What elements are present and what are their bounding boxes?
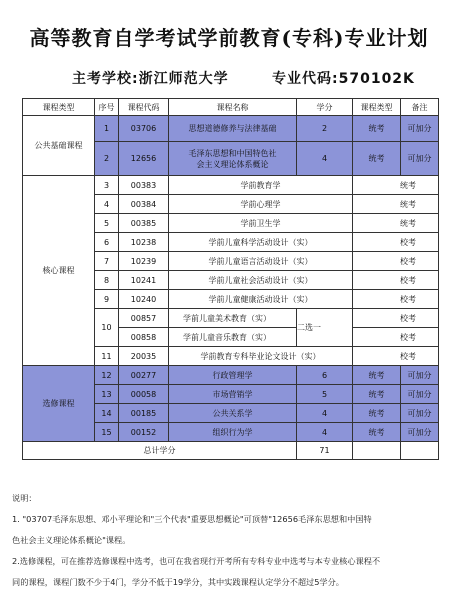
row-name: 学前卫生学 (169, 214, 353, 233)
row-credit: 6 (297, 366, 353, 385)
category-public: 公共基础课程 (23, 116, 95, 176)
row-type: 统考 (353, 423, 401, 442)
row-no: 10 (95, 309, 119, 347)
total-value: 71 (297, 442, 353, 460)
row-type: 统考 (353, 116, 401, 142)
row-no: 3 (95, 176, 119, 195)
header-credit: 学分 (297, 99, 353, 116)
header-type: 课程类型 (353, 99, 401, 116)
elective-choice: 二选一 (297, 309, 353, 347)
total-empty (401, 442, 439, 460)
row-no: 4 (95, 195, 119, 214)
row-note: 可加分 (401, 385, 439, 404)
category-core: 核心课程 (23, 176, 95, 366)
header-no: 序号 (95, 99, 119, 116)
row-code: 00058 (119, 385, 169, 404)
row-no: 1 (95, 116, 119, 142)
row-note: 可加分 (401, 116, 439, 142)
row-code: 10240 (119, 290, 169, 309)
header-code: 课程代码 (119, 99, 169, 116)
header-name: 课程名称 (169, 99, 297, 116)
table-row (23, 366, 439, 385)
row-name-line2: 会主义理论体系概论 (196, 159, 269, 169)
row-name: 思想道德修养与法律基础 (169, 116, 297, 142)
row-code: 00384 (119, 195, 169, 214)
row-type: 校考 (353, 271, 439, 290)
row-no: 12 (95, 366, 119, 385)
total-row (23, 442, 439, 460)
row-name: 学前儿童美术教育（实） (169, 309, 297, 328)
row-code: 00185 (119, 404, 169, 423)
row-name: 学前儿童语言活动设计（实） (169, 252, 353, 271)
table-row (23, 116, 439, 142)
row-name: 组织行为学 (169, 423, 297, 442)
row-no: 6 (95, 233, 119, 252)
row-note: 可加分 (401, 142, 439, 176)
row-no: 11 (95, 347, 119, 366)
row-code: 12656 (119, 142, 169, 176)
row-code: 10239 (119, 252, 169, 271)
notes-line: 1. "03707毛泽东思想、邓小平理论和"三个代表"重要思想概论"可顶替"12656毛泽东思想和中国特 (12, 514, 372, 524)
notes-line: 2.选修课程，可在推荐选修课程中选考，也可在我省现行开考所有专科专业中选考与本专业核心课程不 (12, 556, 381, 566)
row-code: 03706 (119, 116, 169, 142)
row-name: 市场营销学 (169, 385, 297, 404)
notes-line: 色社会主义理论体系概论"课程。 (12, 535, 131, 545)
row-type: 校考 (353, 252, 439, 271)
row-type: 统考 (353, 214, 439, 233)
row-code: 10238 (119, 233, 169, 252)
row-name: 公共关系学 (169, 404, 297, 423)
row-name: 学前儿童科学活动设计（实） (169, 233, 353, 252)
row-no: 7 (95, 252, 119, 271)
row-name: 学前教育专科毕业论文设计（实） (169, 347, 353, 366)
row-name: 学前心理学 (169, 195, 353, 214)
row-type: 校考 (353, 347, 439, 366)
row-name-line1: 毛泽东思想和中国特色社 (188, 148, 277, 158)
row-name: 行政管理学 (169, 366, 297, 385)
row-name: 学前儿童音乐教育（实） (169, 328, 297, 347)
row-type: 统考 (353, 176, 439, 195)
row-no: 2 (95, 142, 119, 176)
page-title: 高等教育自学考试学前教育(专科)专业计划 (29, 26, 429, 50)
row-type: 统考 (353, 404, 401, 423)
row-type: 校考 (353, 328, 439, 347)
row-type: 统考 (353, 195, 439, 214)
row-credit: 5 (297, 385, 353, 404)
row-code: 00152 (119, 423, 169, 442)
row-credit: 4 (297, 404, 353, 423)
header-note: 备注 (401, 99, 439, 116)
row-no: 15 (95, 423, 119, 442)
row-credit: 4 (297, 142, 353, 176)
notes-line: 同的课程，课程门数不少于4门，学分不低于19学分，其中实践课程认定学分不超过5学分。 (12, 577, 344, 587)
row-code: 20035 (119, 347, 169, 366)
row-code: 00857 (119, 309, 169, 328)
notes-section (12, 488, 448, 593)
row-type: 统考 (353, 142, 401, 176)
row-type: 统考 (353, 366, 401, 385)
row-type: 校考 (353, 309, 439, 328)
row-no: 5 (95, 214, 119, 233)
table-header-row (23, 99, 439, 116)
header-category: 课程类型 (23, 99, 95, 116)
row-type: 统考 (353, 385, 401, 404)
row-note: 可加分 (401, 366, 439, 385)
table-row (23, 176, 439, 195)
total-label: 总计学分 (23, 442, 297, 460)
course-plan-table (22, 98, 439, 460)
row-name: 学前教育学 (169, 176, 353, 195)
row-no: 13 (95, 385, 119, 404)
row-credit: 4 (297, 423, 353, 442)
school-label: 主考学校:浙江师范大学 (72, 71, 229, 87)
row-code: 00385 (119, 214, 169, 233)
row-name: 学前儿童健康活动设计（实） (169, 290, 353, 309)
row-code: 00277 (119, 366, 169, 385)
row-note: 可加分 (401, 404, 439, 423)
row-code: 00383 (119, 176, 169, 195)
row-credit: 2 (297, 116, 353, 142)
row-type: 校考 (353, 290, 439, 309)
category-elective: 选修课程 (23, 366, 95, 442)
major-code-label: 专业代码:570102K (272, 71, 415, 87)
row-name (169, 142, 297, 176)
row-code: 00858 (119, 328, 169, 347)
row-note: 可加分 (401, 423, 439, 442)
total-empty (353, 442, 401, 460)
row-no: 9 (95, 290, 119, 309)
row-name: 学前儿童社会活动设计（实） (169, 271, 353, 290)
notes-heading: 说明： (12, 493, 37, 503)
row-no: 14 (95, 404, 119, 423)
row-type: 校考 (353, 233, 439, 252)
row-no: 8 (95, 271, 119, 290)
row-code: 10241 (119, 271, 169, 290)
